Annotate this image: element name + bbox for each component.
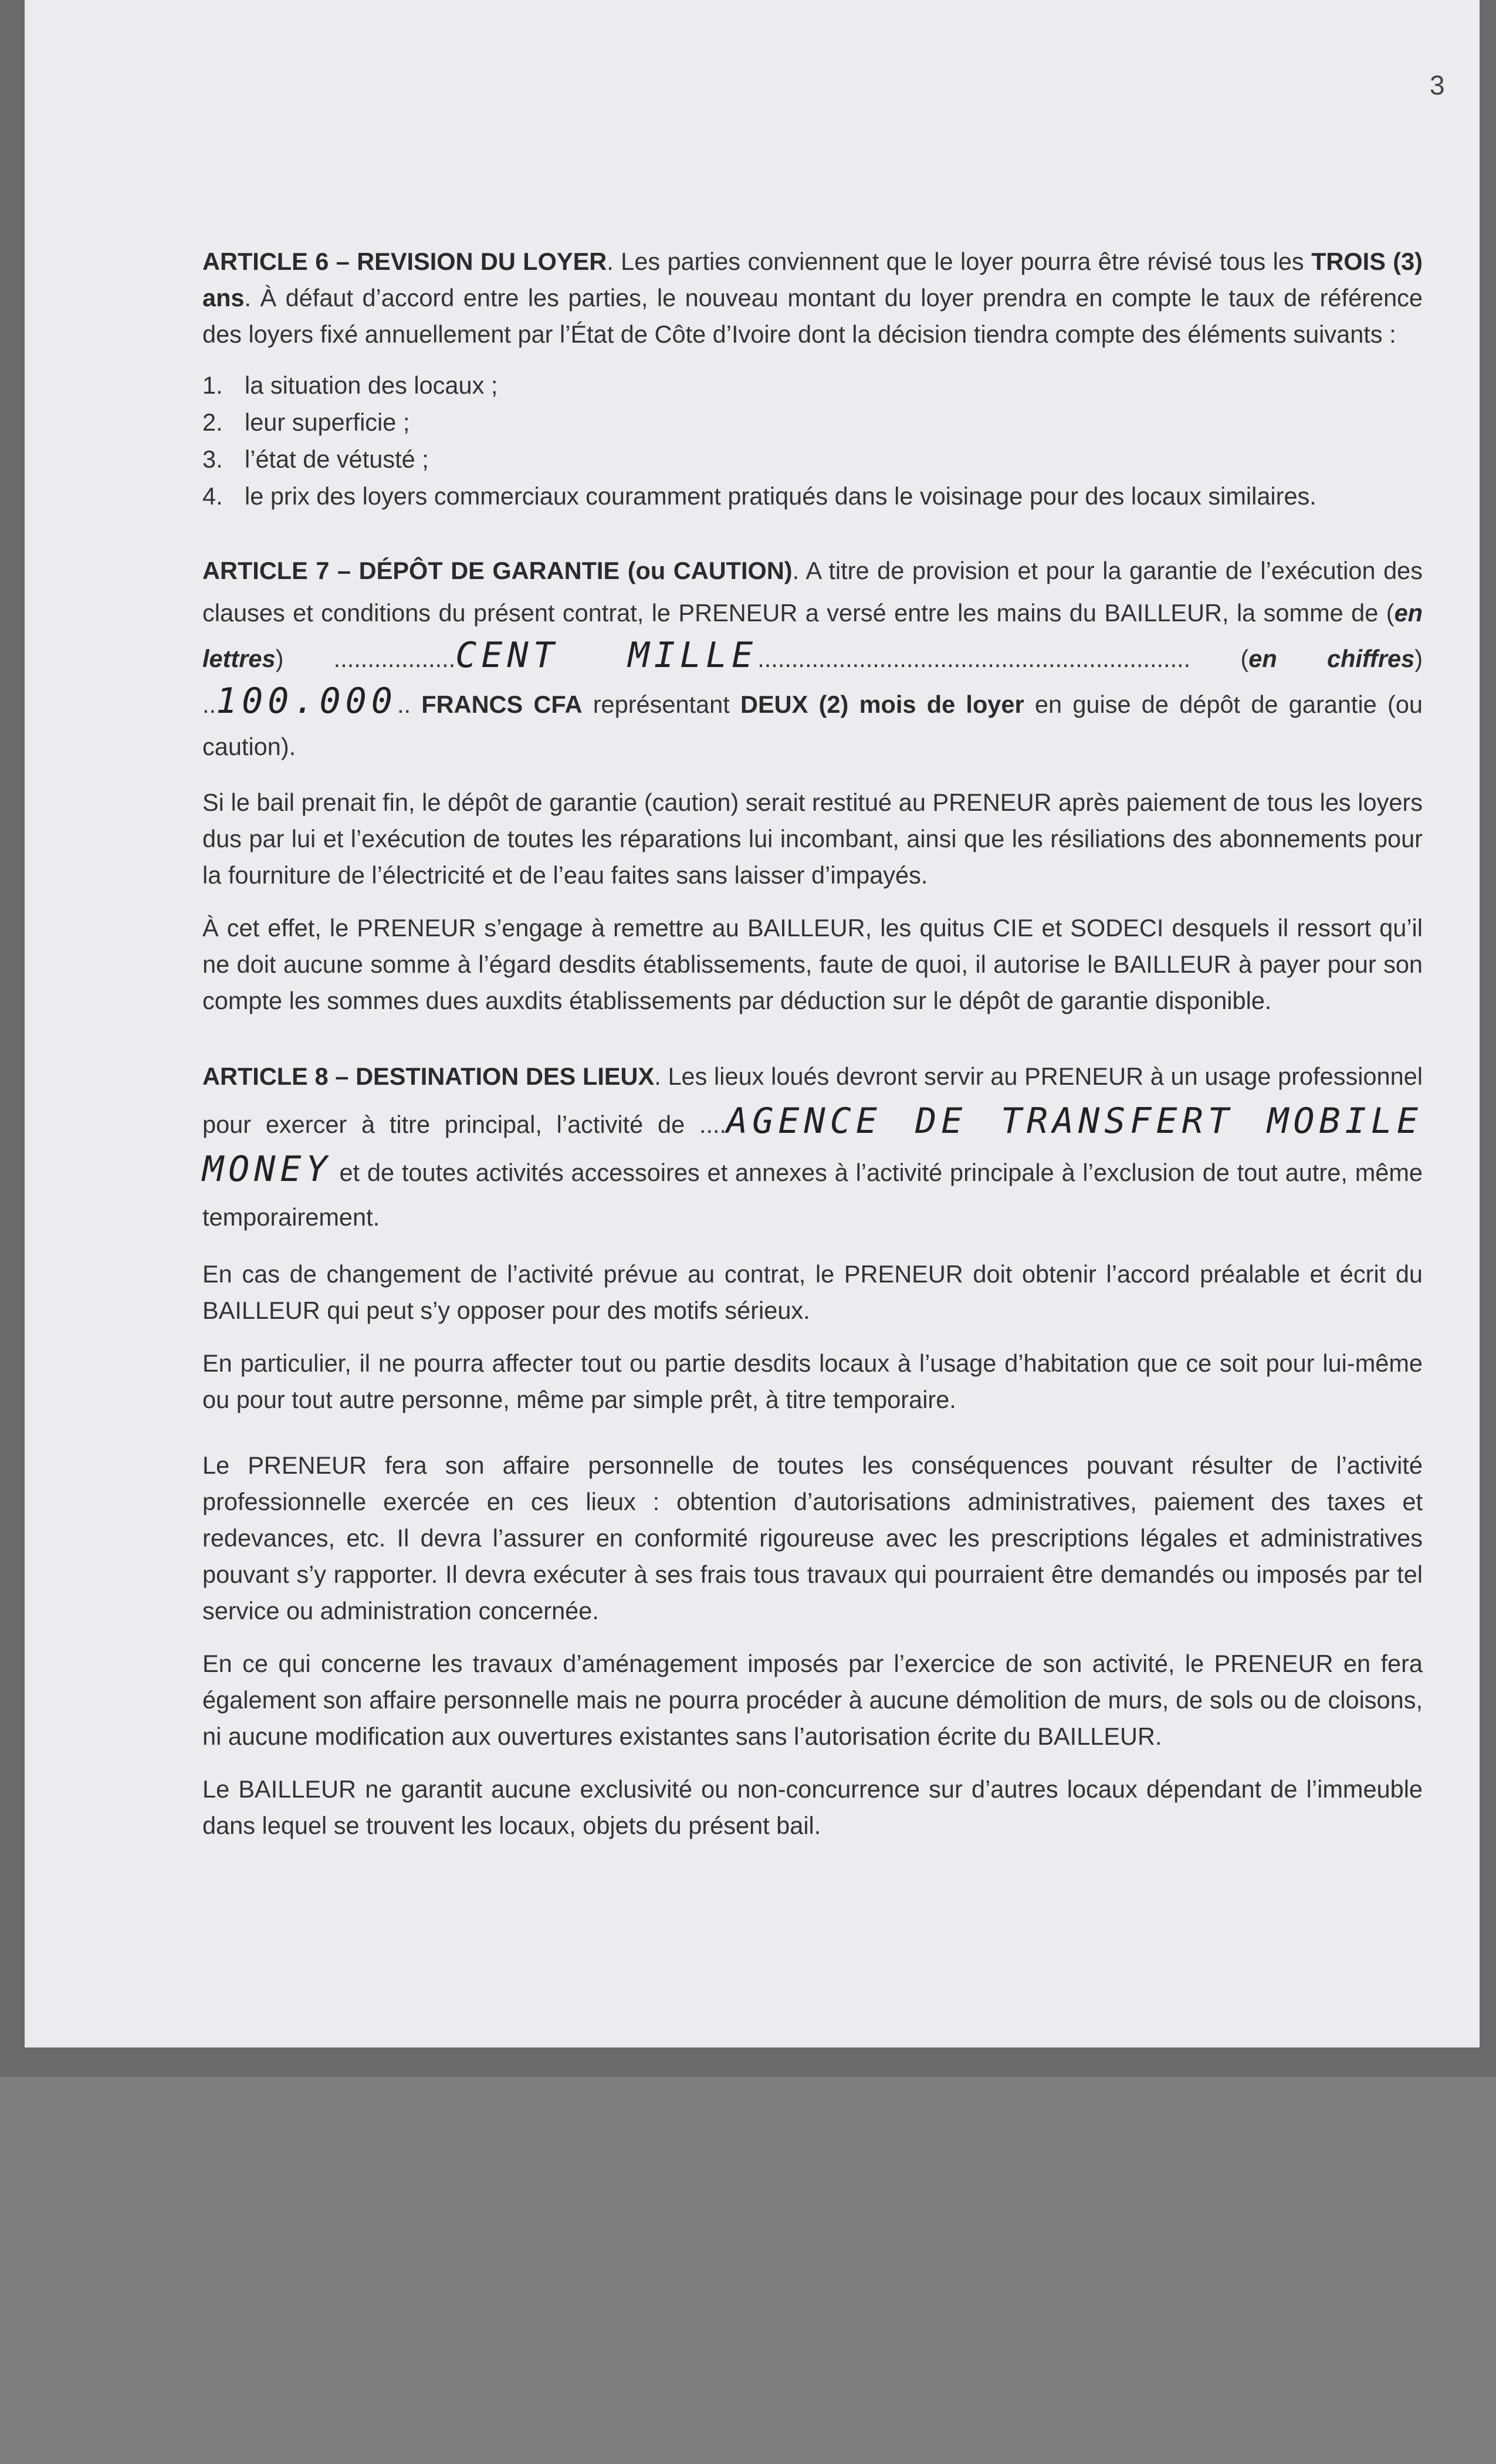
- article-8: [202, 1054, 1423, 1844]
- list-item: 4. le prix des loyers commerciaux couramment pratiqués dans le voisinage pour des locaux similaires.: [202, 482, 1316, 510]
- article-7-restitution-paragraph: Si le bail prenait fin, le dépôt de garantie (caution) serait restitué au PRENEUR après paiement de tous les loyers dus par lui et l’exécution de toutes les réparations lui incombant, ainsi que les résiliations des abonnements pour la fourniture de l’électricité et de l’eau faites sans laisser d’impayés.: [202, 788, 1423, 889]
- article-8-exclusivity-paragraph: Le BAILLEUR ne garantit aucune exclusivité ou non-concurrence sur d’autres locaux dépendant de l’immeuble dans lequel se trouvent les locaux, objets du présent bail.: [202, 1775, 1423, 1839]
- criteria-list: [202, 367, 1423, 515]
- article-7: [202, 550, 1423, 1019]
- article-8-change-paragraph: En cas de changement de l’activité prévue au contrat, le PRENEUR doit obtenir l’accord préalable et écrit du BAILLEUR qui peut s’y opposer pour des motifs sérieux.: [202, 1260, 1423, 1324]
- list-item: 3. l’état de vétusté ;: [202, 445, 429, 473]
- document-body: [202, 243, 1423, 1844]
- article-7-quitus-paragraph: À cet effet, le PRENEUR s’engage à remettre au BAILLEUR, les quitus CIE et SODECI desquels il ressort qu’il ne doit aucune somme à l’égard desdits établissements, faute de quoi, il autorise le BAILLEUR à payer pour son compte les sommes dues auxdits établissements par déduction sur le dépôt de garantie disponible.: [202, 914, 1423, 1014]
- article-6-paragraph: ARTICLE 6 – REVISION DU LOYER. Les parties conviennent que le loyer pourra être révisé tous les TROIS (3) ans. À défaut d’accord entre les parties, le nouveau montant du loyer prendra en compte le taux de référence des loyers fixé annuellement par l’État de Côte d’Ivoire dont la décision tiendra compte des éléments suivants :: [202, 248, 1423, 348]
- article-8-title: ARTICLE 8 – DESTINATION DES LIEUX: [202, 1062, 655, 1090]
- article-8-consequences-paragraph: Le PRENEUR fera son affaire personnelle de toutes les conséquences pouvant résulter de l’activité professionnelle exercée en ces lieux : obtention d’autorisations administratives, paiement des taxes et redevances, etc. Il devra l’assurer en conformité rigoureuse avec les prescriptions légales et administratives pouvant s’y rapporter. Il devra exécuter à ses frais tous travaux qui pourraient être demandés ou imposés par tel service ou administration concernée.: [202, 1451, 1423, 1624]
- page-number: 3: [1430, 70, 1445, 100]
- article-8-paragraph: ARTICLE 8 – DESTINATION DES LIEUX. Les lieux loués devront servir au PRENEUR à un usage professionnel pour exercer à titre principal, l’activité de ....AGENCE DE TRANSFERT MOBILE MONEY et de toutes activités accessoires et annexes à l’activité principale à l’exclusion de tout autre, même temporairement.: [202, 1062, 1423, 1231]
- list-item: 2. leur superficie ;: [202, 408, 410, 436]
- article-6-title: ARTICLE 6 – REVISION DU LOYER: [202, 248, 607, 275]
- handwritten-amount-figures: 100.000: [216, 681, 397, 722]
- article-7-title: ARTICLE 7 – DÉPÔT DE GARANTIE (ou CAUTION): [202, 557, 793, 584]
- article-8-habitation-paragraph: En particulier, il ne pourra affecter tout ou partie desdits locaux à l’usage d’habitation que ce soit pour lui-même ou pour tout autre personne, même par simple prêt, à titre temporaire.: [202, 1349, 1423, 1413]
- article-6: [202, 243, 1423, 515]
- article-7-paragraph: ARTICLE 7 – DÉPÔT DE GARANTIE (ou CAUTION). A titre de provision et pour la garantie de l’exécution des clauses et conditions du présent contrat, le PRENEUR a versé entre les mains du BAILLEUR, la somme de (en lettres) ..................CENT MILLE................................................................ (en chiffres) ..100.000.. FRANCS CFA représentant DEUX (2) mois de loyer en guise de dépôt de garantie (ou caution).: [202, 557, 1423, 760]
- handwritten-activity: AGENCE DE TRANSFERT MOBILE MONEY: [202, 1101, 1423, 1190]
- list-item: 1. la situation des locaux ;: [202, 371, 498, 399]
- article-8-works-paragraph: En ce qui concerne les travaux d’aménagement imposés par l’exercice de son activité, le PRENEUR en fera également son affaire personnelle mais ne pourra procéder à aucune démolition de murs, de sols ou de cloisons, ni aucune modification aux ouvertures existantes sans l’autorisation écrite du BAILLEUR.: [202, 1650, 1423, 1750]
- handwritten-amount-words: CENT MILLE: [455, 635, 758, 676]
